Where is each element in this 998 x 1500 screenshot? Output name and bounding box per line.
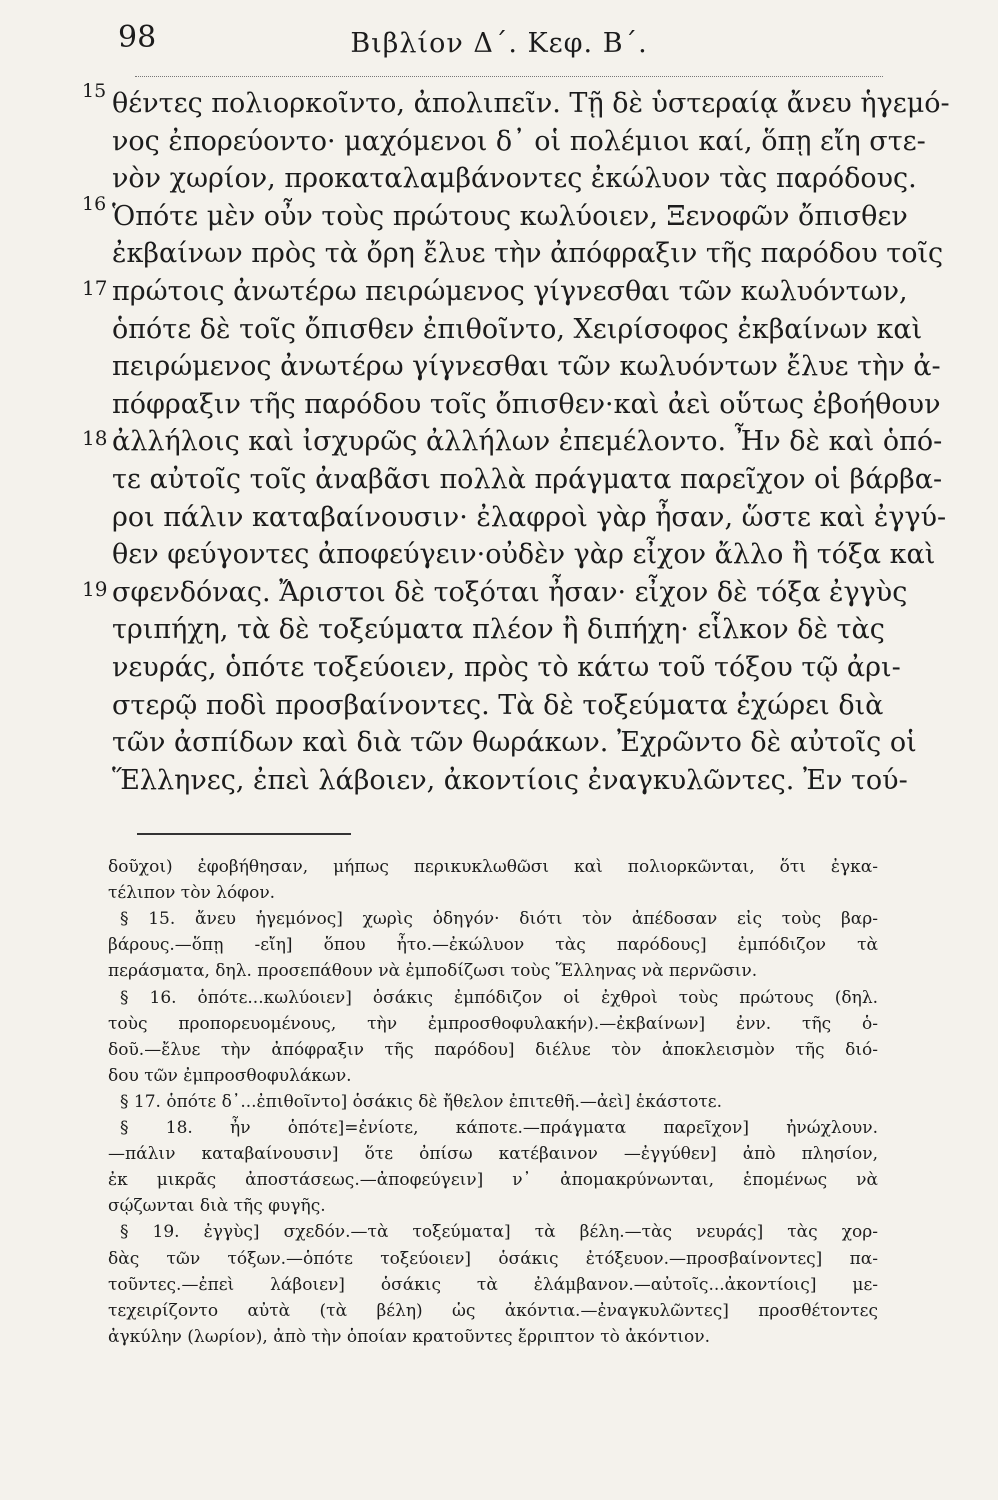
line-text: νος ἐπορεύοντο· μαχόμενοι δ᾽ οἱ πολέμιοι καί, ὅπῃ εἴη στε-: [112, 125, 926, 157]
text-line: [0, 236, 998, 276]
text-line: [0, 192, 998, 239]
line-text: σφενδόνας. Ἄριστοι δὲ τοξόται ἦσαν· εἶχον δὲ τόξα ἐγγὺς: [112, 576, 908, 608]
text-line: [0, 725, 998, 765]
text-line: [0, 650, 998, 690]
note-line: [0, 1168, 998, 1194]
section-number: 18: [82, 426, 108, 451]
line-text: ὁπότε δὲ τοῖς ὄπισθεν ἐπιθοῖντο, Χειρίσοφος ἐκβαίνων καὶ: [112, 313, 923, 345]
note-text: —πάλιν καταβαίνουσιν] ὅτε ὀπίσω κατέβαινον —ἐγγύθεν] ἀπὸ πλησίον,: [108, 1144, 878, 1165]
note-line: [0, 1116, 998, 1142]
note-line: [0, 1090, 998, 1116]
text-line: [0, 124, 998, 164]
footnote-rule: [137, 833, 351, 835]
page-header: [112, 14, 886, 60]
note-line: [0, 1194, 998, 1220]
note-text: § 19. ἐγγὺς] σχεδόν.—τὰ τοξεύματα] τὰ βέλη.—τὰς νευράς] τὰς χορ-: [120, 1222, 878, 1243]
note-line: [0, 1220, 998, 1246]
note-text: τέλιπον τὸν λόφον.: [108, 883, 276, 904]
note-line: [0, 986, 998, 1012]
note-line: [0, 1299, 998, 1325]
line-text: νὸν χωρίον, προκαταλαμβάνοντες ἐκώλυον τὰς παρόδους.: [112, 163, 917, 195]
note-text: δὰς τῶν τόξων.—ὁπότε τοξεύοιεν] ὁσάκις ἐτόξευον.—προσβαίνοντες] πα-: [108, 1248, 878, 1269]
text-line: [0, 612, 998, 652]
text-line: [0, 80, 998, 126]
text-line: [0, 274, 998, 314]
line-text: νευράς, ὁπότε τοξεύοιεν, πρὸς τὸ κάτω τοῦ τόξου τῷ ἀρι-: [112, 652, 901, 683]
note-text: § 15. ἄνευ ἡγεμόνος] χωρὶς ὁδηγόν· διότι τὸν ἀπέδοσαν εἰς τοὺς βαρ-: [120, 909, 878, 930]
note-line: [0, 881, 998, 907]
note-line: [0, 1064, 998, 1090]
note-line: [0, 1247, 998, 1273]
page-number: 98: [118, 20, 157, 55]
line-text: ροι πάλιν καταβαίνουσιν· ἐλαφροὶ γὰρ ἦσαν, ὥστε καὶ ἐγγύ-: [112, 501, 947, 533]
line-text: Ὁπότε μὲν οὖν τοὺς πρώτους κωλύοιεν, Ξενοφῶν ὄπισθεν: [112, 200, 908, 232]
note-line: [0, 907, 998, 933]
line-text: τριπήχη, τὰ δὲ τοξεύματα πλέον ἢ διπήχη· εἷλκον δὲ τὰς: [112, 614, 885, 646]
note-text: περάσματα, δηλ. προσεπάθουν νὰ ἐμποδίζωσι τοὺς Ἕλληνας νὰ περνῶσιν.: [108, 961, 758, 982]
line-text: θεν φεύγοντες ἀποφεύγειν·οὐδὲν γὰρ εἶχον ἄλλο ἢ τόξα καὶ: [112, 539, 936, 571]
note-text: δοῦχοι) ἐφοβήθησαν, μήπως περικυκλωθῶσι καὶ πολιορκῶνται, ὅτι ἐγκα-: [108, 857, 878, 877]
section-number: 17: [82, 276, 108, 300]
running-head: Βιβλίον Δ΄. Κεφ. Β΄.: [350, 28, 648, 59]
line-text: στερῷ ποδὶ προσβαίνοντες. Τὰ δὲ τοξεύματα ἐχώρει διὰ: [112, 689, 884, 721]
text-line: [0, 500, 998, 540]
line-text: τε αὐτοῖς τοῖς ἀναβᾶσι πολλὰ πράγματα παρεῖχον οἱ βάρβα-: [112, 464, 943, 495]
text-line: [0, 537, 998, 577]
section-number: 19: [82, 576, 108, 601]
line-text: τῶν ἀσπίδων καὶ διὰ τῶν θωράκων. Ἐχρῶντο δὲ αὐτοῖς οἱ: [112, 727, 917, 759]
text-line: [0, 349, 998, 389]
text-line: [0, 688, 998, 728]
text-line: [0, 312, 998, 352]
note-text: σῴζωνται διὰ τῆς φυγῆς.: [108, 1196, 326, 1217]
note-text: τοῦντες.—ἐπεὶ λάβοιεν] ὁσάκις τὰ ἐλάμβανον.—αὐτοῖς...ἀκοντίοις] με-: [108, 1274, 878, 1295]
text-line: [0, 424, 998, 464]
note-line: [0, 1012, 998, 1038]
note-text: τεχειρίζοντο αὐτὰ (τὰ βέλη) ὡς ἀκόντια.—ἐναγκυλῶντες] προσθέτοντες: [108, 1300, 878, 1321]
text-line: [0, 763, 998, 803]
note-text: δου τῶν ἐμπροσθοφυλάκων.: [108, 1065, 352, 1086]
note-text: § 18. ἦν ὁπότε]=ἐνίοτε, κάποτε.—πράγματα παρεῖχον] ἠνώχλουν.: [120, 1118, 878, 1138]
line-text: Ἕλληνες, ἐπεὶ λάβοιεν, ἀκοντίοις ἐναγκυλῶντες. Ἐν τού-: [112, 764, 908, 796]
note-line: [0, 1038, 998, 1064]
line-text: πρώτοις ἀνωτέρω πειρώμενος γίγνεσθαι τῶν κωλυόντων,: [112, 276, 908, 307]
note-line: [0, 855, 998, 881]
section-number: 15: [82, 80, 107, 102]
note-text: § 16. ὁπότε...κωλύοιεν] ὁσάκις ἐμπόδιζον οἱ ἐχθροὶ τοὺς πρώτους (δηλ.: [120, 987, 878, 1008]
line-text: ἀλλήλοις καὶ ἰσχυρῶς ἀλλήλων ἐπεμέλοντο. Ἦν δὲ καὶ ὁπό-: [112, 426, 943, 458]
note-text: βάρους.—ὅπῃ -εἴη] ὅπου ἦτο.—ἐκώλυον τὰς παρόδους] ἐμπόδιζον τὰ: [108, 935, 878, 956]
note-line: [0, 959, 998, 985]
text-line: [0, 575, 998, 615]
note-line: [0, 1325, 998, 1351]
text-line: [0, 462, 998, 502]
note-text: ἐκ μικρᾶς ἀποστάσεως.—ἀποφεύγειν] ν᾽ ἀπομακρύνωνται, ἑπομένως νὰ: [108, 1170, 878, 1191]
text-line: [0, 161, 998, 201]
header-rule: [135, 76, 883, 77]
note-text: § 17. ὁπότε δ᾽...ἐπιθοῖντο] ὁσάκις δὲ ἤθελον ἐπιτεθῆ.—ἀεὶ] ἑκάστοτε.: [120, 1091, 722, 1112]
line-text: ἐκβαίνων πρὸς τὰ ὄρη ἔλυε τὴν ἀπόφραξιν τῆς παρόδου τοῖς: [112, 238, 944, 270]
line-text: πειρώμενος ἀνωτέρω γίγνεσθαι τῶν κωλυόντων ἔλυε τὴν ἀ-: [112, 351, 941, 383]
note-text: ἀγκύλην (λωρίον), ἀπὸ τὴν ὁποίαν κρατοῦντες ἔρριπτον τὸ ἀκόντιον.: [108, 1326, 711, 1347]
text-line: [0, 387, 998, 427]
section-number: 16: [82, 192, 107, 215]
note-text: τοὺς προπορευομένους, τὴν ἐμπροσθοφυλακήν).—ἐκβαίνων] ἐνν. τῆς ὁ-: [108, 1013, 878, 1034]
note-line: [0, 1142, 998, 1168]
line-text: θέντες πολιορκοῖντο, ἀπολιπεῖν. Τῇ δὲ ὑστεραίᾳ ἄνευ ἡγεμό-: [112, 88, 950, 119]
line-text: πόφραξιν τῆς παρόδου τοῖς ὄπισθεν·καὶ ἀεὶ οὕτως ἐβοήθουν: [112, 388, 941, 420]
note-line: [0, 1273, 998, 1299]
note-line: [0, 933, 998, 959]
note-text: δοῦ.—ἔλυε τὴν ἀπόφραξιν τῆς παρόδου] διέλυε τὸν ἀποκλεισμὸν τῆς διό-: [108, 1039, 878, 1060]
